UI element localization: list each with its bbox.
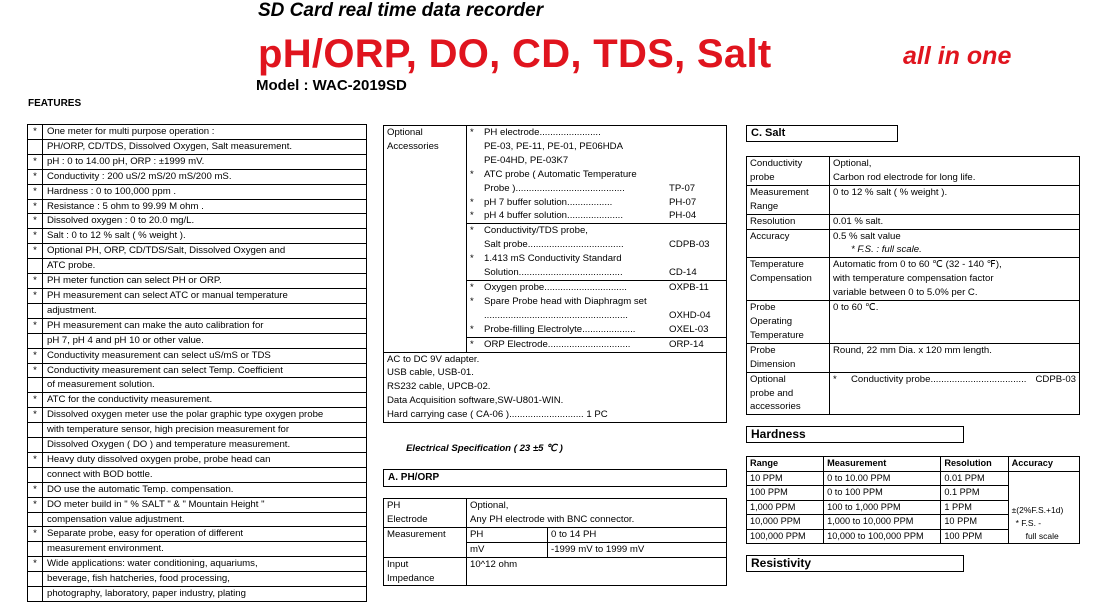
feature-row: * Salt : 0 to 12 % salt ( % weight ). (28, 229, 367, 244)
accessories-table (383, 125, 727, 423)
salt-heading: C. Salt (746, 125, 898, 142)
feature-row: * Resistance : 5 ohm to 99.99 M ohm . (28, 199, 367, 214)
hardness-header: Resolution (941, 457, 1008, 472)
feature-row: compensation value adjustment. (28, 512, 367, 527)
accessory-item: * 1.413 mS Conductivity Standard (470, 253, 622, 265)
feature-row: * Dissolved oxygen : 0 to 20.0 mg/L. (28, 214, 367, 229)
feature-row: * PH measurement can make the auto calibration for (28, 318, 367, 333)
feature-row: of measurement solution. (28, 378, 367, 393)
accessory-group-ph (467, 126, 727, 224)
accessory-item: * Probe-filling Electrolyte.................... OXEL-03 (470, 323, 709, 335)
accessory-standard-line: USB cable, USB-01. (387, 367, 474, 379)
hardness-row: 1,000 PPM 100 to 1,000 PPM 1 PPM (747, 500, 1080, 515)
accessory-group-conductivity (467, 224, 727, 281)
accessory-item: * Oxygen probe............................... OXPB-11 (470, 281, 709, 293)
hardness-row: 10,000 PPM 1,000 to 10,000 PPM 10 PPM (747, 515, 1080, 530)
feature-row: * Hardness : 0 to 100,000 ppm . (28, 184, 367, 199)
accessory-item: Salt probe.................................... CDPB-03 (484, 239, 710, 251)
accessories-label: Optional Accessories (384, 126, 467, 353)
hardness-header: Accuracy (1008, 457, 1079, 472)
feature-row: * One meter for multi purpose operation : (28, 125, 367, 140)
all-in-one-tag: all in one (903, 42, 1012, 70)
feature-row: ATC probe. (28, 259, 367, 274)
ph-orp-heading: A. PH/ORP (383, 469, 727, 487)
feature-row: * Conductivity measurement can select Temp. Coefficient (28, 363, 367, 378)
ph-orp-table: PH Electrode Optional, Any PH electrode with BNC connector. Measurement PH 0 to 14 PH mV -1999 mV to 1999 mV Input Impedance 10^12 ohm (383, 498, 727, 586)
accessory-item: * Spare Probe head with Diaphragm set (470, 295, 647, 307)
feature-row: * Conductivity measurement can select uS/mS or TDS (28, 348, 367, 363)
accessory-standard-line: RS232 cable, UPCB-02. (387, 381, 491, 393)
feature-row: * Conductivity : 200 uS/2 mS/20 mS/200 mS. (28, 169, 367, 184)
feature-row: * Separate probe, easy for operation of different (28, 527, 367, 542)
feature-row: pH 7, pH 4 and pH 10 or other value. (28, 333, 367, 348)
main-title: pH/ORP, DO, CD, TDS, Salt (258, 32, 772, 76)
accessory-item: * pH 7 buffer solution................. PH-07 (470, 196, 697, 208)
feature-row: * DO meter build in " % SALT " & " Mountain Height " (28, 497, 367, 512)
hardness-table (746, 456, 1080, 544)
salt-table: Conductivity probe Optional, Carbon rod electrode for long life. Measurement Range 0 to 12 % salt ( % weight ). Resolution 0.01 % salt. Accuracy 0.5 % salt value * F.S. : full scale. Temperature Compensation Automatic from 0 to 60 ℃ (32 - 140 ℉), with temperature compensation factor variable between 0 to 5.0% per C. Probe Operating Temperature 0 to 60 ℃. Probe Dimension Round, 22 mm Dia. x 120 mm length. Optional probe and accessories * Conductivity probe.................................... CDPB-03 (746, 156, 1080, 415)
feature-row: beverage, fish hatcheries, food processing, (28, 572, 367, 587)
feature-row: * pH : 0 to 14.00 pH, ORP : ±1999 mV. (28, 154, 367, 169)
resistivity-heading: Resistivity (746, 555, 964, 572)
hardness-header: Measurement (824, 457, 941, 472)
accessory-item: * PH electrode....................... (470, 127, 601, 138)
accessory-item: Solution....................................... CD-14 (484, 267, 697, 279)
feature-row: * Optional PH, ORP, CD/TDS/Salt, Dissolved Oxygen and (28, 244, 367, 259)
accessory-item: PE-03, PE-11, PE-01, PE06HDA (484, 140, 623, 152)
hardness-row: 100 PPM 0 to 100 PPM 0.1 PPM (747, 486, 1080, 501)
hardness-header: Range (747, 457, 824, 472)
accessory-standard-items (384, 352, 727, 423)
feature-row: photography, laboratory, paper industry, plating (28, 587, 367, 602)
subtitle: SD Card real time data recorder (258, 0, 544, 21)
hardness-row: 100,000 PPM 10,000 to 100,000 PPM 100 PPM (747, 529, 1080, 544)
feature-row: measurement environment. (28, 542, 367, 557)
accessory-item: * Conductivity/TDS probe, (470, 225, 588, 237)
feature-row: * DO use the automatic Temp. compensation. (28, 482, 367, 497)
feature-row: * ATC for the conductivity measurement. (28, 393, 367, 408)
accessory-item: PE-04HD, PE-03K7 (484, 154, 569, 166)
feature-row: Dissolved Oxygen ( DO ) and temperature measurement. (28, 438, 367, 453)
feature-row: * PH meter function can select PH or ORP. (28, 274, 367, 289)
feature-row: * Heavy duty dissolved oxygen probe, probe head can (28, 452, 367, 467)
accessory-group-oxygen (467, 280, 727, 337)
features-table (27, 124, 367, 602)
hardness-heading: Hardness (746, 426, 964, 443)
accessory-standard-line: Hard carrying case ( CA-06 )............................ 1 PC (387, 409, 608, 421)
feature-row: adjustment. (28, 303, 367, 318)
feature-row: connect with BOD bottle. (28, 467, 367, 482)
accessory-item: ...................................................... OXHD-04 (484, 309, 711, 321)
feature-row: * Dissolved oxygen meter use the polar graphic type oxygen probe (28, 408, 367, 423)
model-number: Model : WAC-2019SD (256, 77, 407, 94)
accessory-item: * pH 4 buffer solution..................... PH-04 (470, 210, 697, 222)
feature-row: * PH measurement can select ATC or manual temperature (28, 288, 367, 303)
accessory-group-orp (467, 337, 727, 352)
accessory-standard-line: Data Acquisition software,SW-U801-WIN. (387, 395, 564, 407)
electrical-spec-heading: Electrical Specification ( 23 ±5 ℃ ) (406, 443, 563, 454)
accessory-item: Probe )......................................... TP-07 (484, 182, 696, 194)
accessory-item: * ATC probe ( Automatic Temperature (470, 168, 637, 180)
feature-row: PH/ORP, CD/TDS, Dissolved Oxygen, Salt measurement. (28, 139, 367, 154)
accessory-standard-line: AC to DC 9V adapter. (387, 353, 480, 365)
feature-row: with temperature sensor, high precision measurement for (28, 423, 367, 438)
accessory-item: * ORP Electrode............................... ORP-14 (470, 338, 704, 350)
hardness-row: 10 PPM 0 to 10.00 PPM 0.01 PPM ±(2%F.S.+1d) * F.S. - full scale (747, 471, 1080, 486)
feature-row: * Wide applications: water conditioning, aquariums, (28, 557, 367, 572)
features-heading: FEATURES (28, 98, 82, 109)
